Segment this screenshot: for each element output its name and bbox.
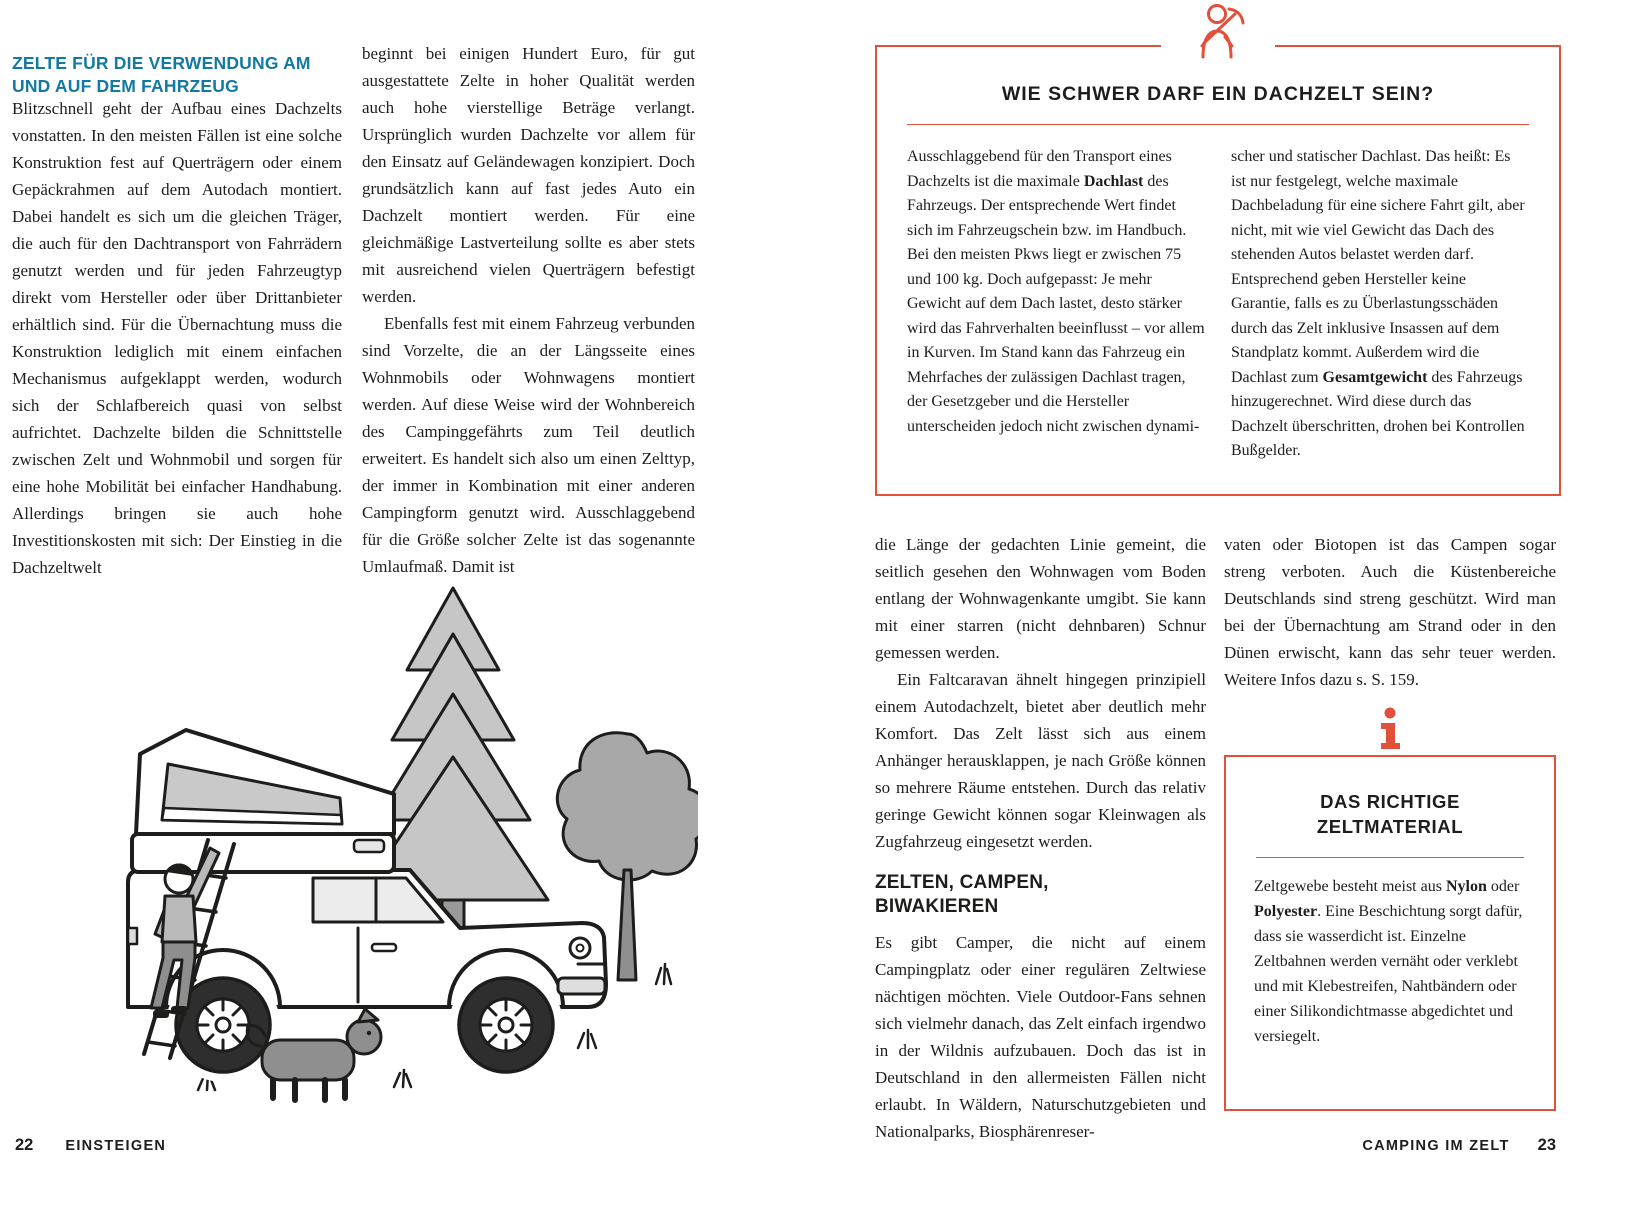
weight-box-column-2: scher und statischer Dachlast. Das heißt: Es ist nur festgelegt, welche maximale Dachbeladung für eine sichere Fahrt gilt, aber nicht, mit wie viel Gewicht das Dach des stehenden Autos belastet werden darf. Entsprechend geben Hersteller keine Garantie, falls es zu Überlastungsschäden durch das Zelt inklusive Insassen auf dem Standplatz kommt. Außerdem wird die Dachlast zum Gesamtgewicht des Fahrzeugs hinzugerechnet. Wird diese durch das Dachzelt überschritten, drohen bei Kontrollen Bußgelder. xyxy=(1231,148,1525,459)
page-title: ZELTE FÜR DIE VERWENDUNG AM UND AUF DEM FAHRZEUG xyxy=(12,52,311,96)
left-column-2-paragraph-1: beginnt bei einigen Hundert Euro, für gut ausgestattete Zelte in hoher Qualität werden auch hohe vierstellige Beträge verlangt. Ursprünglich wurden Dachzelte vor allem für den Einsatz auf Geländewagen konzipiert. Doch grundsätzlich kann auf fast jedes Auto ein Dachzelt montiert werden. Für eine gleichmäßige Lastverteilung sollte es aber stets mit ausreichend vielen Querträgern befestigt werden. xyxy=(362,44,695,306)
left-page xyxy=(0,0,770,1217)
right-column-1 xyxy=(875,531,1206,1145)
page-number: 23 xyxy=(1537,1136,1556,1154)
right-column-1-paragraph-3: Es gibt Camper, die nicht auf einem Campingplatz oder einer regulären Zeltwiese nächtigen möchten. Viele Outdoor-Fans sehnen sich vielmehr danach, das Zelt einfach irgendwo in der Wildnis aufzubauen. Doch das ist in Deutschland in den allermeisten Fällen nicht erlaubt. In Wäldern, Naturschutzgebieten und Nationalparks, Biosphärenreser- xyxy=(875,933,1206,1141)
weight-box-column-1: Ausschlaggebend für den Transport eines Dachzelts ist die maximale Dachlast des Fahrzeugs. Der entsprechende Wert findet sich im Fahrzeugschein bzw. im Handbuch. Bei den meisten Pkws liegt er zwischen 75 und 100 kg. Doch aufgepasst: Je mehr Gewicht auf dem Dach lastet, desto stärker wird das Fahrverhalten beeinflusst – vor allem in Kurven. Im Stand kann das Fahrzeug ein Mehrfaches der zulässigen Dachlast tragen, der Gesetzgeber und die Hersteller unterscheiden jedoch nicht zwischen dynami- xyxy=(907,148,1205,435)
left-page-footer xyxy=(15,1136,166,1155)
material-box-divider xyxy=(1256,857,1524,858)
rooftop-tent-illustration xyxy=(58,582,698,1107)
hiker-icon xyxy=(1161,1,1275,63)
front-wheel xyxy=(459,978,553,1072)
right-page-footer xyxy=(1362,1136,1556,1155)
weight-box-columns xyxy=(877,125,1559,464)
right-column-2-paragraph-1: vaten oder Biotopen ist das Campen sogar streng verboten. Auch die Küstenbereiche Deutschlands sind streng geschützt. Wird man bei der Übernachtung am Strand oder in den Dünen erwischt, kann das sehr teuer werden. Weitere Infos dazu s. S. 159. xyxy=(1224,535,1556,689)
material-box-title: DAS RICHTIGE ZELTMATERIAL xyxy=(1316,791,1464,837)
subheading-zelten-campen-biwakieren: ZELTEN, CAMPEN, BIWAKIEREN xyxy=(875,872,1049,917)
weight-info-box xyxy=(875,45,1561,496)
right-column-1-paragraph-1: die Länge der gedachten Linie gemeint, die seitlich gesehen den Wohnwagen vom Boden entlang der Wohnwagenkante umgibt. Sie kann mit einer starren (nicht dehnbaren) Schnur gemessen werden. xyxy=(875,535,1206,662)
left-column-2 xyxy=(362,40,695,580)
left-column-2-paragraph-2: Ebenfalls fest mit einem Fahrzeug verbunden sind Vorzelte, die an der Längsseite eines Wohnmobils oder Wohnwagens montiert werden. Auf diese Weise wird der Wohnbereich des Campinggefährts zum Teil deutlich erweitert. Es handelt sich also um einen Zelttyp, der immer in Kombination mit einer anderen Campingform genutzt wird. Ausschlaggebend für die Größe solcher Zelte ist das sogenannte Umlaufmaß. Damit ist xyxy=(362,314,695,576)
right-column-2 xyxy=(1224,531,1556,1111)
section-label: EINSTEIGEN xyxy=(65,1138,167,1154)
material-info-box xyxy=(1224,755,1556,1111)
right-column-1-paragraph-2: Ein Faltcaravan ähnelt hingegen prinzipiell einem Autodachzelt, bietet aber deutlich mehr Komfort. Das Zelt lässt sich aus einem Anhänger herausklappen, je nach Größe können so mehrere Räume entstehen. Durch das relativ geringe Gewicht können sogar Kleinwagen als Zugfahrzeug eingesetzt werden. xyxy=(875,670,1206,851)
chapter-label: CAMPING IM ZELT xyxy=(1362,1138,1510,1154)
left-column-1-text: Blitzschnell geht der Aufbau eines Dachzelts vonstatten. In den meisten Fällen ist eine solche Konstruktion fest auf Querträgern oder einem Gepäckrahmen auf dem Autodach montiert. Dabei handelt es sich um die gleichen Träger, die auch für den Dachtransport von Fahrrädern genutzt werden und für jeden Fahrzeugtyp direkt vom Hersteller oder über Drittanbieter erhältlich sind. Für die Übernachtung muss die Konstruktion lediglich mit einem einfachen Mechanismus aufgeklappt werden, wodurch sich der Schlafbereich quasi von selbst aufrichtet. Dachzelte bilden die Schnittstelle zwischen Zelt und Wohnmobil und sorgen für eine hohe Mobilität bei einfacher Handhabung. Allerdings bringen sie auch hohe Investitionskosten mit sich: Der Einstieg in die Dachzeltwelt xyxy=(12,99,342,577)
page-number: 22 xyxy=(15,1136,34,1154)
material-box-text: Zeltgewebe besteht meist aus Nylon oder Polyester. Eine Beschichtung sorgt dafür, dass sie wasserdicht ist. Einzelne Zeltbahnen werden vernäht oder verklebt und mit Klebestreifen, Nahtbändern oder einer Silikondichtmasse abgedichtet und versiegelt. xyxy=(1254,878,1523,1045)
info-icon xyxy=(1375,707,1405,753)
rooftop-tent xyxy=(132,730,394,872)
weight-box-title: WIE SCHWER DARF EIN DACHZELT SEIN? xyxy=(1001,83,1435,105)
